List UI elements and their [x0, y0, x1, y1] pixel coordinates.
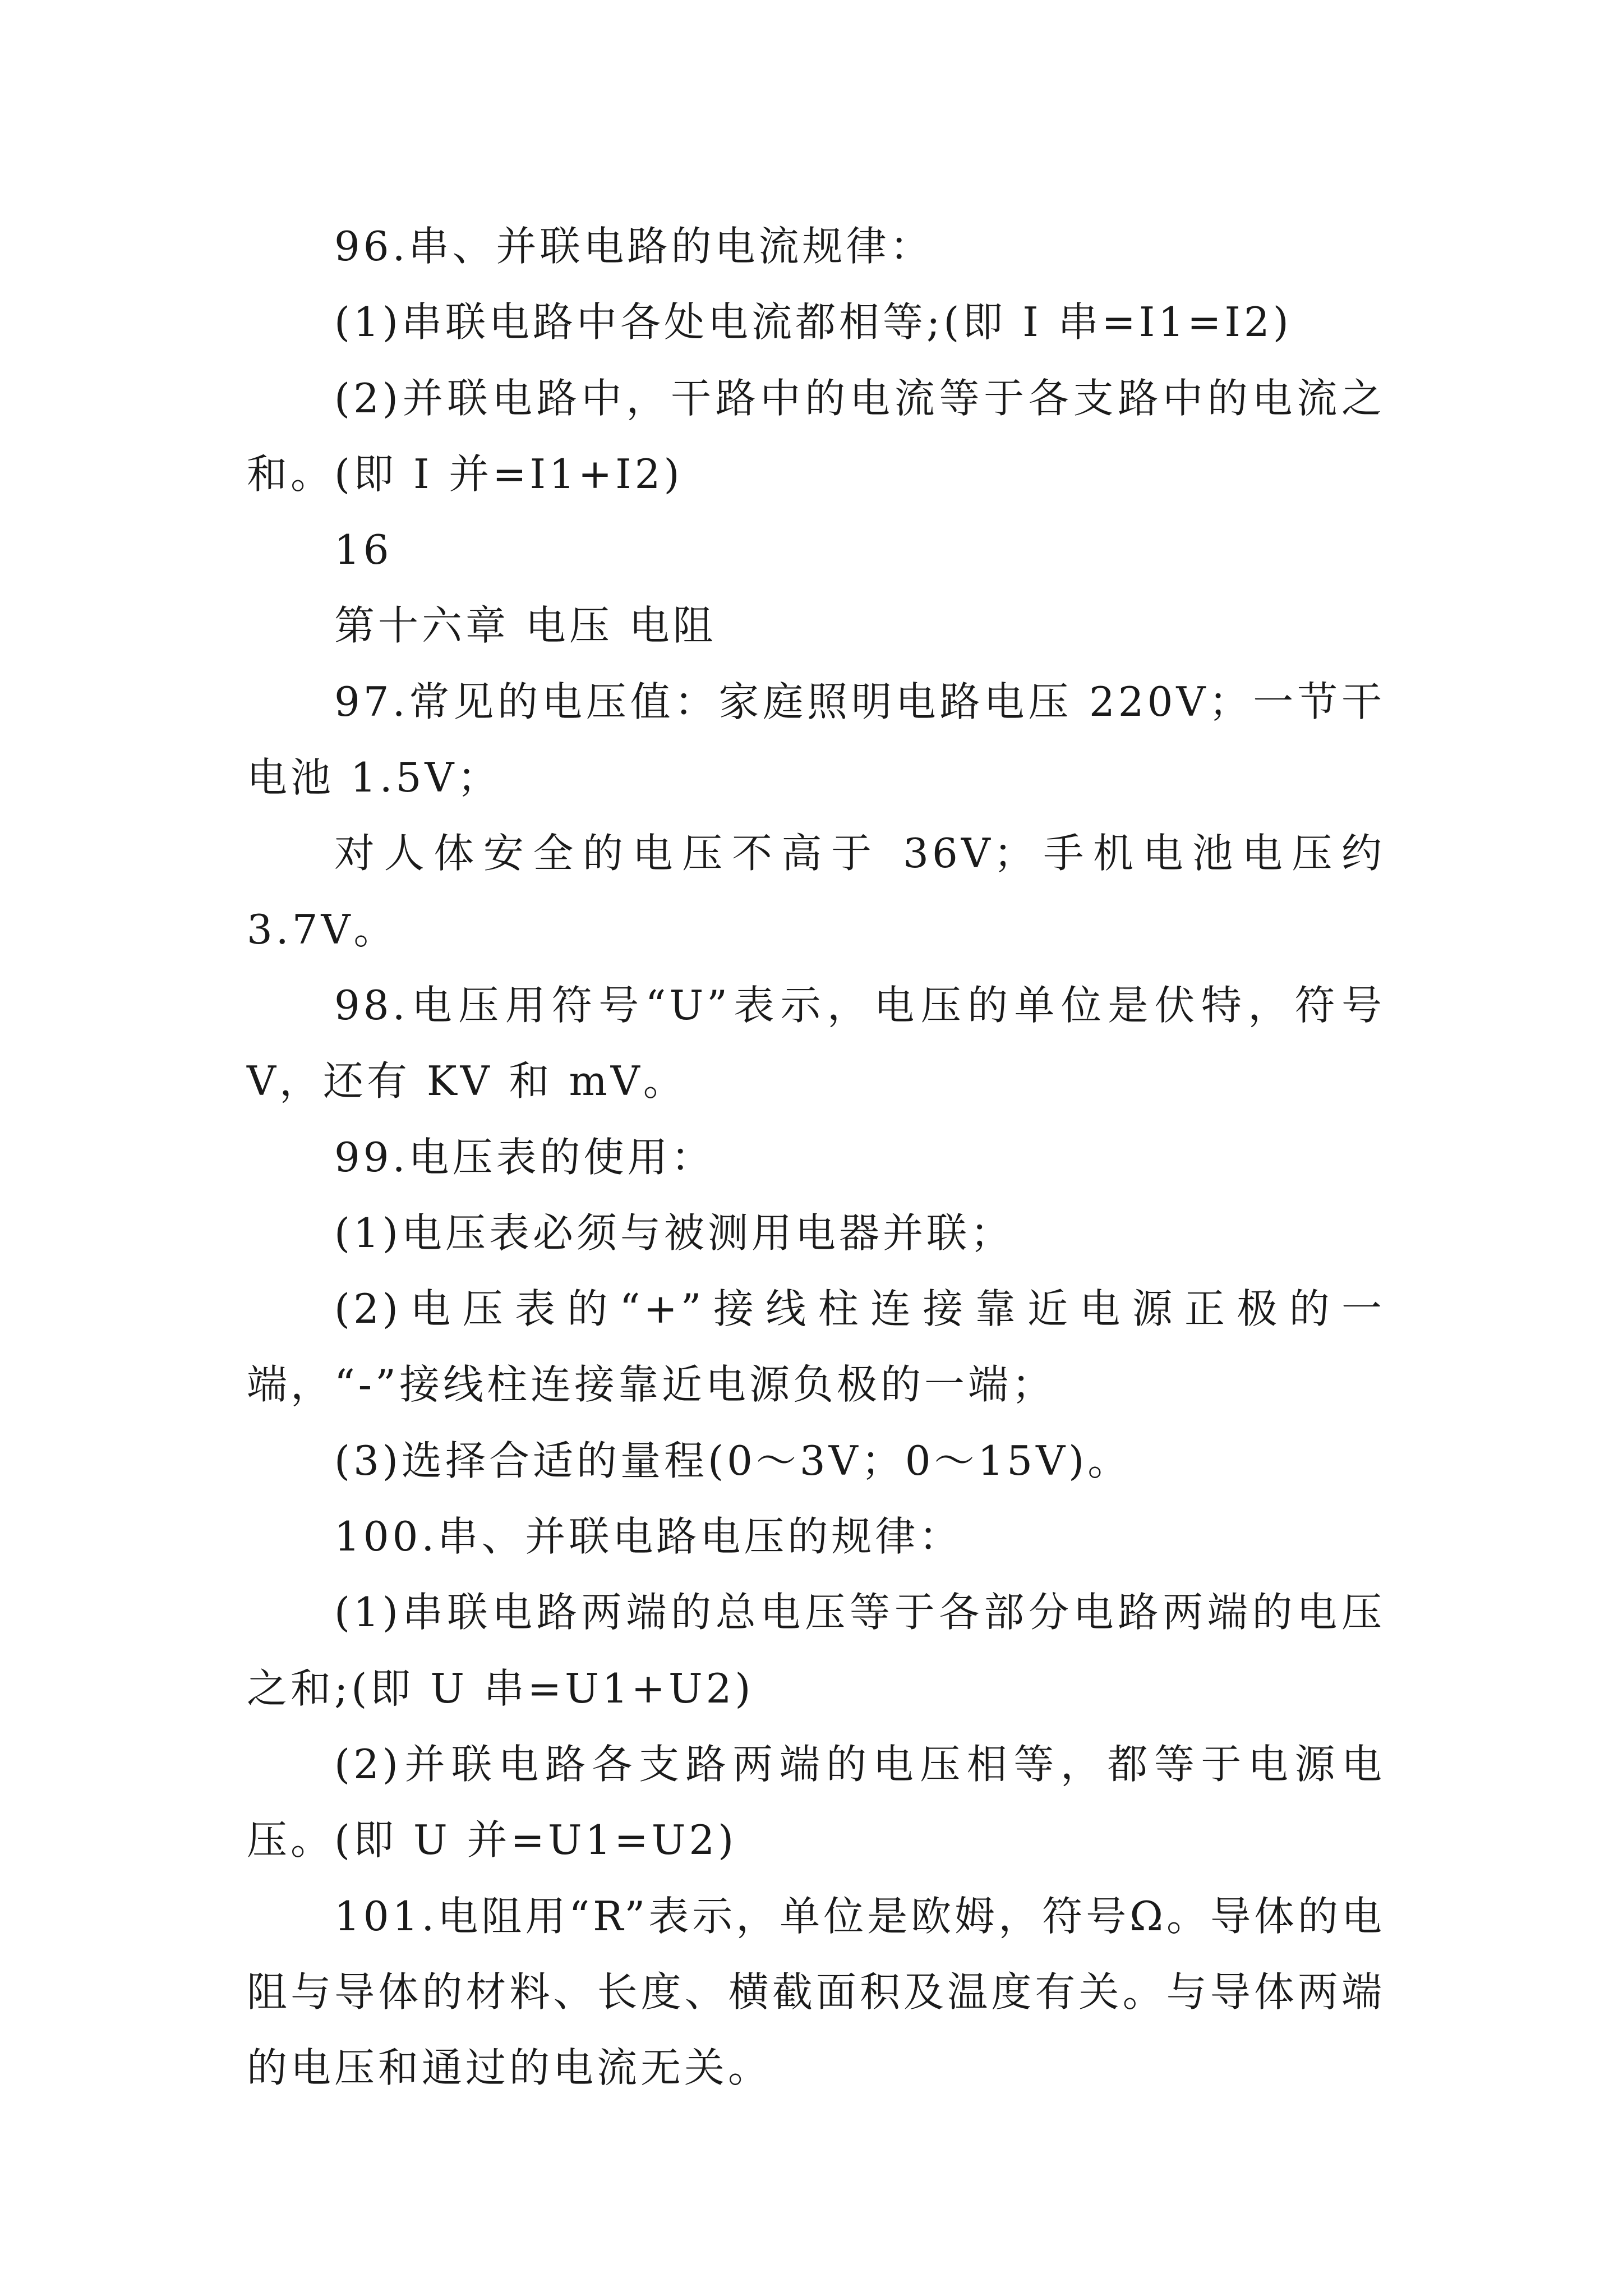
paragraph-99-item-1: (1)电压表必须与被测用电器并联； [334, 1209, 1014, 1257]
paragraph-100-item-2: (2)并联电路各支路两端的电压相等，都等于电源电压。(即 U 并=U1=U2) [247, 1740, 1385, 1864]
paragraph-97-continued: 对人体安全的电压不高于 36V；手机电池电压约 3.7V。 [247, 830, 1385, 953]
paragraph-99-item-2: (2)电压表的“+”接线柱连接靠近电源正极的一端，“-”接线柱连接靠近电源负极的一端； [247, 1285, 1385, 1409]
paragraph-98: 98.电压用符号“U”表示，电压的单位是伏特，符号 V，还有 KV 和 mV。 [247, 981, 1385, 1105]
chapter-title: 第十六章 电压 电阻 [334, 602, 717, 650]
paragraph-99-heading: 99.电压表的使用： [334, 1133, 715, 1181]
paragraph-96-heading: 96.串、并联电路的电流规律： [334, 223, 934, 270]
paragraph-96-item-2: (2)并联电路中，干路中的电流等于各支路中的电流之和。(即 I 并=I1+I2) [247, 374, 1385, 498]
page-number: 16 [334, 526, 393, 574]
paragraph-99-item-3: (3)选择合适的量程(0～3V；0～15V)。 [334, 1437, 1132, 1484]
paragraph-96-item-1: (1)串联电路中各处电流都相等;(即 I 串=I1=I2) [334, 298, 1292, 346]
paragraph-101: 101.电阻用“R”表示，单位是欧姆，符号Ω。导体的电阻与导体的材料、长度、横截面积及温度有关。与导体两端的电压和通过的电流无关。 [247, 1892, 1385, 2092]
paragraph-100-heading: 100.串、并联电路电压的规律： [334, 1513, 963, 1561]
document-body [247, 209, 1385, 2106]
paragraph-100-item-1: (1)串联电路两端的总电压等于各部分电路两端的电压之和;(即 U 串=U1+U2) [247, 1589, 1385, 1712]
paragraph-97: 97.常见的电压值：家庭照明电路电压 220V；一节干电池 1.5V； [247, 678, 1385, 802]
